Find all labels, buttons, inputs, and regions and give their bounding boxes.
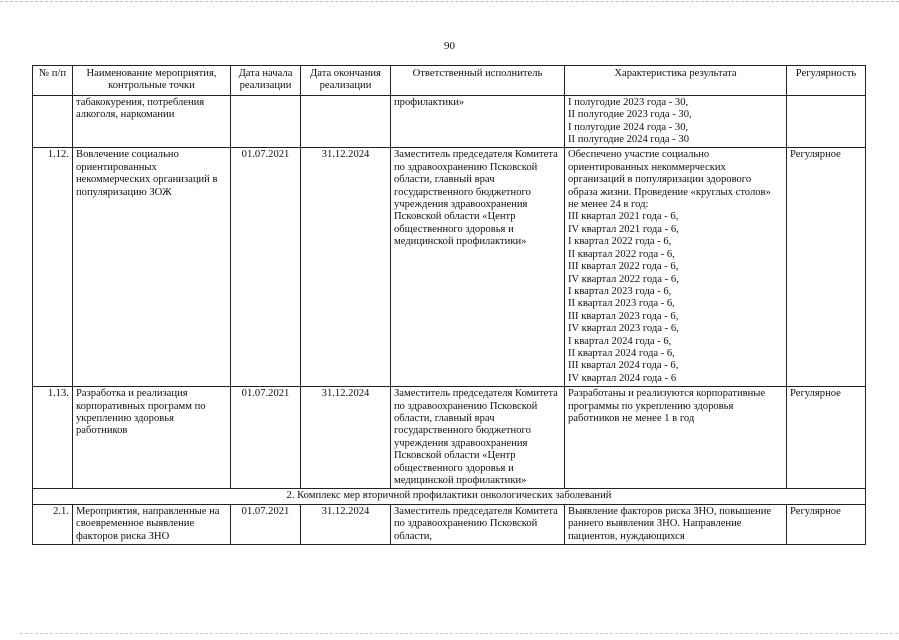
row-regularity [787, 95, 866, 148]
row-start-date [231, 95, 301, 148]
result-line: IV квартал 2023 года - 6, [568, 323, 679, 335]
section-title: 2. Комплекс мер вторичной профилактики онкологических заболеваний [33, 489, 866, 504]
row-result: Разработаны и реализуются корпоративные программы по укреплению здоровья работников не менее 1 в год [565, 387, 787, 489]
scan-edge-bottom [20, 633, 898, 634]
header-start-date: Дата начала реализации [231, 66, 301, 96]
row-name: Мероприятия, направленные на своевременное выявление факторов риска ЗНО [73, 504, 231, 544]
row-end-date: 31.12.2024 [301, 387, 391, 489]
result-line: III квартал 2022 года - 6, [568, 261, 679, 273]
row-end-date: 31.12.2024 [301, 504, 391, 544]
row-start-date: 01.07.2021 [231, 387, 301, 489]
result-line: I квартал 2022 года - 6, [568, 236, 672, 248]
result-line: II квартал 2022 года - 6, [568, 248, 675, 260]
measures-table [32, 65, 866, 545]
page-number: 90 [444, 40, 455, 52]
row-executor: Заместитель председателя Комитета по здравоохранению Псковской области, главный врач государственного бюджетного учреждения здравоохранения Псковской области «Центр общественного здоровья и медицинской профилактики» [391, 148, 565, 387]
row-name: Разработка и реализация корпоративных программ по укреплению здоровья работников [73, 387, 231, 489]
row-executor: Заместитель председателя Комитета по здравоохранению Псковской области, главный врач государственного бюджетного учреждения здравоохранения Псковской области «Центр общественного здоровья и медицинской профилактики» [391, 387, 565, 489]
header-result: Характеристика результата [565, 66, 787, 96]
row-result [565, 95, 787, 148]
header-name: Наименование мероприятия, контрольные точки [73, 66, 231, 96]
result-intro: Обеспечено участие социально ориентированных некоммерческих организаций в популяризации здорового образа жизни. Проведение «круглых столов» не менее 24 в год: [568, 149, 771, 211]
row-result [565, 148, 787, 387]
result-line: I полугодие 2024 года - 30, [568, 121, 689, 133]
header-regularity: Регулярность [787, 66, 866, 96]
table-row [33, 387, 866, 489]
result-line: II квартал 2024 года - 6, [568, 347, 675, 359]
row-num [33, 95, 73, 148]
result-line: II полугодие 2023 года - 30, [568, 109, 692, 121]
row-num: 2.1. [33, 504, 73, 544]
row-result: Выявление факторов риска ЗНО, повышение раннего выявления ЗНО. Направление пациентов, нуждающихся [565, 504, 787, 544]
header-num: № п/п [33, 66, 73, 96]
row-name: Вовлечение социально ориентированных некоммерческих организаций в популяризацию ЗОЖ [73, 148, 231, 387]
result-line: IV квартал 2024 года - 6 [568, 372, 677, 384]
row-end-date: 31.12.2024 [301, 148, 391, 387]
row-executor: Заместитель председателя Комитета по здравоохранению Псковской области, [391, 504, 565, 544]
header-end-date: Дата окончания реализации [301, 66, 391, 96]
result-line: I квартал 2024 года - 6, [568, 335, 672, 347]
row-regularity: Регулярное [787, 148, 866, 387]
result-line: I полугодие 2023 года - 30, [568, 96, 689, 108]
result-line: IV квартал 2021 года - 6, [568, 223, 679, 235]
row-num: 1.12. [33, 148, 73, 387]
section-row [33, 489, 866, 504]
row-start-date: 01.07.2021 [231, 148, 301, 387]
result-line: III квартал 2024 года - 6, [568, 360, 679, 372]
result-line: I квартал 2023 года - 6, [568, 285, 672, 297]
table-header-row [33, 66, 866, 96]
header-executor: Ответственный исполнитель [391, 66, 565, 96]
row-regularity: Регулярное [787, 387, 866, 489]
row-start-date: 01.07.2021 [231, 504, 301, 544]
result-line: II полугодие 2024 года - 30 [568, 134, 690, 146]
row-end-date [301, 95, 391, 148]
row-name: табакокурения, потребления алкоголя, наркомании [73, 95, 231, 148]
table-row [33, 95, 866, 148]
result-line: IV квартал 2022 года - 6, [568, 273, 679, 285]
table-row [33, 504, 866, 544]
result-line: III квартал 2021 года - 6, [568, 211, 679, 223]
scan-edge-top [0, 1, 899, 2]
result-line: III квартал 2023 года - 6, [568, 310, 679, 322]
row-executor: профилактики» [391, 95, 565, 148]
result-line: II квартал 2023 года - 6, [568, 298, 675, 310]
row-num: 1.13. [33, 387, 73, 489]
row-regularity: Регулярное [787, 504, 866, 544]
table-row [33, 148, 866, 387]
